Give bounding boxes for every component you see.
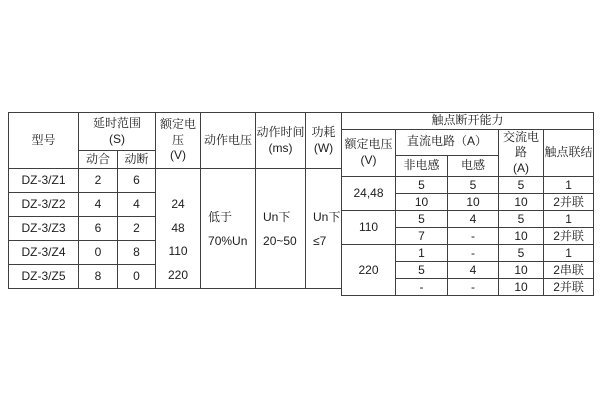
ac-cell: 5 <box>499 245 544 262</box>
header-power <box>306 113 342 169</box>
header-delay-off: 动断 <box>118 151 156 169</box>
header-breaking-rated-voltage <box>342 129 396 177</box>
header-delay-range-unit: (S) <box>109 131 125 146</box>
inductive-cell: 5 <box>448 177 499 194</box>
ac-cell: 10 <box>499 228 544 245</box>
voltage-group-cell: 110 <box>342 211 396 245</box>
table-row <box>342 177 594 194</box>
rated-voltage-value: 48 <box>171 220 185 235</box>
non-inductive-cell: 5 <box>396 211 448 228</box>
model-cell: DZ-3/Z3 <box>9 217 79 241</box>
operate-voltage-line: 低于 <box>208 209 233 224</box>
header-rated-voltage-unit: (V) <box>170 148 187 163</box>
non-inductive-cell: 5 <box>396 262 448 279</box>
inductive-cell: 10 <box>448 194 499 211</box>
relay-spec-table <box>8 112 594 296</box>
delay-off-cell: 0 <box>118 265 156 289</box>
header-ac-circuit-label: 交流电路 <box>503 129 540 160</box>
header-power-label: 功耗 <box>311 124 336 139</box>
non-inductive-cell: 7 <box>396 228 448 245</box>
table-row <box>342 245 594 262</box>
non-inductive-cell: 5 <box>396 177 448 194</box>
header-operate-voltage: 动作电压 <box>201 113 256 169</box>
inductive-cell: - <box>448 245 499 262</box>
power-line: Un下 <box>313 209 341 224</box>
header-non-inductive: 非电感 <box>396 155 448 177</box>
rated-voltage-value: 220 <box>168 268 189 283</box>
ac-cell: 5 <box>499 211 544 228</box>
non-inductive-cell: 10 <box>396 194 448 211</box>
voltage-group-cell: 24,48 <box>342 177 396 211</box>
connection-cell: 1 <box>544 177 594 194</box>
header-delay-on: 动合 <box>79 151 118 169</box>
delay-off-cell: 8 <box>118 241 156 265</box>
ac-cell: 10 <box>499 279 544 296</box>
header-breaking-rated-voltage-label: 额定电压 <box>344 137 393 152</box>
ac-cell: 10 <box>499 262 544 279</box>
header-inductive: 电感 <box>448 155 499 177</box>
table-row <box>9 169 342 193</box>
ac-cell: 10 <box>499 194 544 211</box>
header-delay-range-label: 延时范围 <box>93 115 142 130</box>
header-breaking-capacity: 触点断开能力 <box>342 113 594 130</box>
delay-on-cell: 4 <box>79 193 118 217</box>
operate-time-line: Un下 <box>263 209 291 224</box>
rated-voltage-value: 24 <box>171 196 185 211</box>
non-inductive-cell: - <box>396 279 448 296</box>
delay-on-cell: 6 <box>79 217 118 241</box>
model-cell: DZ-3/Z1 <box>9 169 79 193</box>
header-power-unit: (W) <box>313 140 334 155</box>
delay-off-cell: 6 <box>118 169 156 193</box>
spec-table-left <box>8 112 342 289</box>
operate-voltage-line: 70%Un <box>208 233 248 248</box>
header-ac-circuit-unit: (A) <box>513 160 530 175</box>
header-operate-time <box>256 113 306 169</box>
delay-on-cell: 2 <box>79 169 118 193</box>
model-cell: DZ-3/Z5 <box>9 265 79 289</box>
connection-cell: 1 <box>544 245 594 262</box>
header-model: 型号 <box>9 113 79 169</box>
connection-cell: 2并联 <box>544 194 594 211</box>
table-row <box>342 211 594 228</box>
delay-off-cell: 4 <box>118 193 156 217</box>
delay-on-cell: 0 <box>79 241 118 265</box>
operate-time-line: 20~50 <box>263 233 297 248</box>
header-dc-circuit: 直流电路（A） <box>396 129 499 155</box>
header-rated-voltage-label: 额定电压 <box>160 117 197 147</box>
header-breaking-rated-voltage-unit: (V) <box>360 152 377 167</box>
header-rated-voltage <box>156 113 201 169</box>
operate-time-cell <box>256 169 306 289</box>
rated-voltage-value: 110 <box>168 244 188 259</box>
delay-on-cell: 8 <box>79 265 118 289</box>
model-cell: DZ-3/Z2 <box>9 193 79 217</box>
model-cell: DZ-3/Z4 <box>9 241 79 265</box>
inductive-cell: 4 <box>448 211 499 228</box>
connection-cell: 2串联 <box>544 262 594 279</box>
inductive-cell: - <box>448 228 499 245</box>
power-line: ≤7 <box>313 233 327 248</box>
header-operate-time-label: 动作时间 <box>256 124 305 139</box>
voltage-group-cell: 220 <box>342 245 396 296</box>
spec-table-right <box>341 112 594 296</box>
header-ac-circuit <box>499 129 544 177</box>
power-cell <box>306 169 342 289</box>
non-inductive-cell: 1 <box>396 245 448 262</box>
rated-voltage-values-cell <box>156 169 201 289</box>
header-operate-time-unit: (ms) <box>268 140 293 155</box>
header-delay-range <box>79 113 156 151</box>
connection-cell: 2并联 <box>544 228 594 245</box>
operate-voltage-cell <box>201 169 256 289</box>
header-contact-connection: 触点联结 <box>544 129 594 177</box>
ac-cell: 5 <box>499 177 544 194</box>
inductive-cell: 4 <box>448 262 499 279</box>
connection-cell: 2并联 <box>544 279 594 296</box>
delay-off-cell: 2 <box>118 217 156 241</box>
connection-cell: 1 <box>544 211 594 228</box>
inductive-cell: - <box>448 279 499 296</box>
